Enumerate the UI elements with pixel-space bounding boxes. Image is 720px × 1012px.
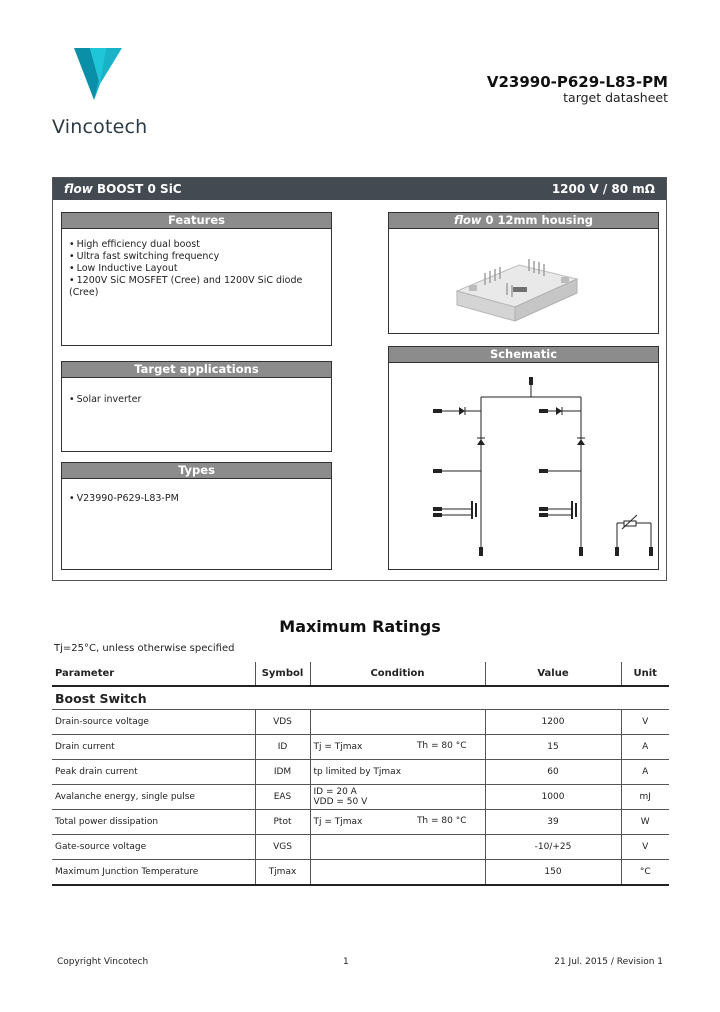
types-list	[62, 479, 331, 505]
applications-title: Target applications	[62, 362, 331, 378]
row-unit: V	[621, 710, 669, 735]
table-row	[52, 810, 669, 835]
features-panel	[61, 212, 332, 346]
section-title: Boost Switch	[52, 686, 669, 710]
row-symbol: EAS	[255, 785, 310, 810]
row-unit: A	[621, 735, 669, 760]
row-value: 39	[485, 810, 621, 835]
section-row	[52, 686, 669, 710]
types-panel	[61, 462, 332, 570]
table-row	[52, 785, 669, 810]
row-symbol: VGS	[255, 835, 310, 860]
schematic-title: Schematic	[389, 347, 658, 363]
row-parameter: Drain current	[52, 735, 255, 760]
row-condition	[310, 860, 485, 886]
row-value: 15	[485, 735, 621, 760]
table-row	[52, 760, 669, 785]
row-symbol: VDS	[255, 710, 310, 735]
row-condition-right: Th = 80 °C	[416, 741, 467, 751]
doc-type: target datasheet	[563, 90, 668, 105]
row-condition	[310, 835, 485, 860]
header-parameter: Parameter	[52, 662, 255, 686]
features-title: Features	[62, 213, 331, 229]
ratings-title: Maximum Ratings	[279, 617, 441, 636]
housing-title	[389, 213, 658, 229]
footer-date-revision: 21 Jul. 2015 / Revision 1	[554, 957, 663, 967]
row-value: 1000	[485, 785, 621, 810]
schematic-panel	[388, 346, 659, 570]
banner-flow: flow	[64, 182, 93, 196]
row-unit: W	[621, 810, 669, 835]
row-symbol: IDM	[255, 760, 310, 785]
footer-copyright: Copyright Vincotech	[57, 957, 149, 967]
list-item: • Solar inverter	[69, 394, 331, 406]
banner-product: BOOST 0 SiC	[96, 182, 182, 196]
row-symbol: Ptot	[255, 810, 310, 835]
row-parameter: Gate-source voltage	[52, 835, 255, 860]
row-condition-text: Tj = Tjmax	[313, 817, 363, 827]
banner-rating: 1200 V / 80 mΩ	[551, 182, 655, 196]
row-unit: °C	[621, 860, 669, 886]
ratings-condition-note: Tj=25°C, unless otherwise specified	[54, 643, 235, 654]
header-condition: Condition	[310, 662, 485, 686]
row-condition-text: Tj = Tjmax	[313, 742, 363, 752]
list-item: • High efficiency dual boost	[69, 239, 331, 251]
row-condition	[310, 810, 485, 835]
row-unit: V	[621, 835, 669, 860]
list-item: • 1200V SiC MOSFET (Cree) and 1200V SiC diode (Cree)	[69, 275, 331, 299]
table-row	[52, 710, 669, 735]
row-condition-right: Th = 80 °C	[416, 816, 467, 826]
row-condition-text: ID = 20 A	[313, 787, 357, 797]
row-parameter: Maximum Junction Temperature	[52, 860, 255, 886]
part-number: V23990-P629-L83-PM	[486, 73, 668, 91]
housing-title-rest: 0 12mm housing	[481, 213, 594, 227]
row-value: 1200	[485, 710, 621, 735]
header-symbol: Symbol	[255, 662, 310, 686]
ratings-table	[52, 662, 669, 886]
row-condition	[310, 710, 485, 735]
footer-page-number: 1	[343, 957, 349, 967]
product-banner	[53, 178, 666, 200]
table-header-row	[52, 662, 669, 686]
table-row	[52, 860, 669, 886]
row-condition: tp limited by Tjmax	[310, 760, 485, 785]
applications-list	[62, 378, 331, 406]
housing-flow: flow	[453, 213, 482, 227]
row-parameter: Total power dissipation	[52, 810, 255, 835]
row-value: 60	[485, 760, 621, 785]
list-item: • Low Inductive Layout	[69, 263, 331, 275]
brand-name: Vincotech	[52, 116, 148, 138]
boost-circuit-schematic-icon	[389, 363, 658, 571]
housing-panel	[388, 212, 659, 334]
row-value: -10/+25	[485, 835, 621, 860]
header-value: Value	[485, 662, 621, 686]
row-unit: mJ	[621, 785, 669, 810]
list-item: • Ultra fast switching frequency	[69, 251, 331, 263]
features-list	[62, 229, 331, 299]
row-parameter: Avalanche energy, single pulse	[52, 785, 255, 810]
row-condition	[310, 785, 485, 810]
module-housing-photo-icon	[389, 229, 658, 333]
table-row	[52, 835, 669, 860]
row-parameter: Drain-source voltage	[52, 710, 255, 735]
row-symbol: ID	[255, 735, 310, 760]
row-condition-line2: VDD = 50 V	[313, 797, 368, 807]
row-unit: A	[621, 760, 669, 785]
types-title: Types	[62, 463, 331, 479]
header-unit: Unit	[621, 662, 669, 686]
row-symbol: Tjmax	[255, 860, 310, 886]
row-value: 150	[485, 860, 621, 886]
list-item: • V23990-P629-L83-PM	[69, 493, 331, 505]
applications-panel	[61, 361, 332, 452]
row-parameter: Peak drain current	[52, 760, 255, 785]
table-row	[52, 735, 669, 760]
vincotech-logo-icon	[72, 48, 124, 102]
row-condition	[310, 735, 485, 760]
